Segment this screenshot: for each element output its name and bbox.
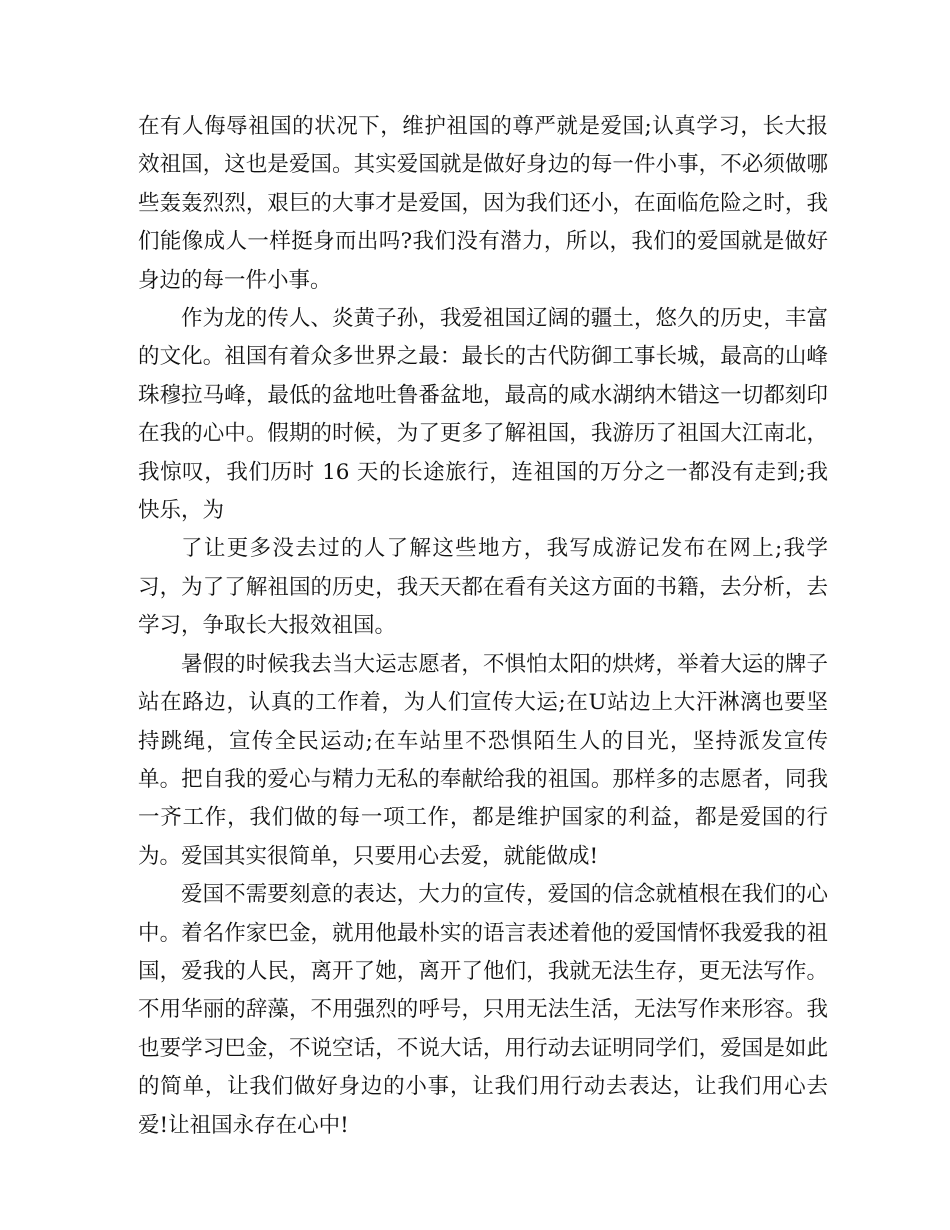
paragraph-4: 暑假的时候我去当大运志愿者，不惧怕太阳的烘烤，举着大运的牌子站在路边，认真的工作着，为人们宣传大运;在U站边上大汗淋漓也要坚持跳绳，宣传全民运动;在车站里不恐惧陌生人的目光，坚持派发宣传单。把自我的爱心与精力无私的奉献给我的祖国。那样多的志愿者，同我一齐工作，我们做的每一项工作，都是维护国家的利益，都是爱国的行为。爱国其实很简单，只要用心去爱，就能做成! (138, 651, 828, 869)
paragraph-3: 了让更多没去过的人了解这些地方，我写成游记发布在网上;我学习，为了了解祖国的历史，我天天都在看有关这方面的书籍，去分析，去学习，争取长大报效祖国。 (138, 536, 828, 639)
paragraph-1: 在有人侮辱祖国的状况下，维护祖国的尊严就是爱国;认真学习，长大报效祖国，这也是爱国。其实爱国就是做好身边的每一件小事，不必须做哪些轰轰烈烈，艰巨的大事才是爱国，因为我们还小，在面临危险之时，我们能像成人一样挺身而出吗?我们没有潜力，所以，我们的爱国就是做好身边的每一件小事。 (138, 114, 828, 293)
document-body (138, 108, 828, 1145)
paragraph-2: 作为龙的传人、炎黄子孙，我爱祖国辽阔的疆土，悠久的历史，丰富的文化。祖国有着众多世界之最：最长的古代防御工事长城，最高的山峰珠穆拉马峰，最低的盆地吐鲁番盆地，最高的咸水湖纳木错这一切都刻印在我的心中。假期的时候，为了更多了解祖国，我游历了祖国大江南北，我惊叹，我们历时 16 天的长途旅行，连祖国的万分之一都没有走到;我快乐，为 (138, 306, 828, 524)
paragraph-5: 爱国不需要刻意的表达，大力的宣传，爱国的信念就植根在我们的心中。着名作家巴金，就用他最朴实的语言表述着他的爱国情怀我爱我的祖国，爱我的人民，离开了她，离开了他们，我就无法生存，更无法写作。不用华丽的辞藻，不用强烈的呼号，只用无法生活，无法写作来形容。我也要学习巴金，不说空话，不说大话，用行动去证明同学们，爱国是如此的简单，让我们做好身边的小事，让我们用行动去表达，让我们用心去爱!让祖国永存在心中! (138, 882, 828, 1138)
